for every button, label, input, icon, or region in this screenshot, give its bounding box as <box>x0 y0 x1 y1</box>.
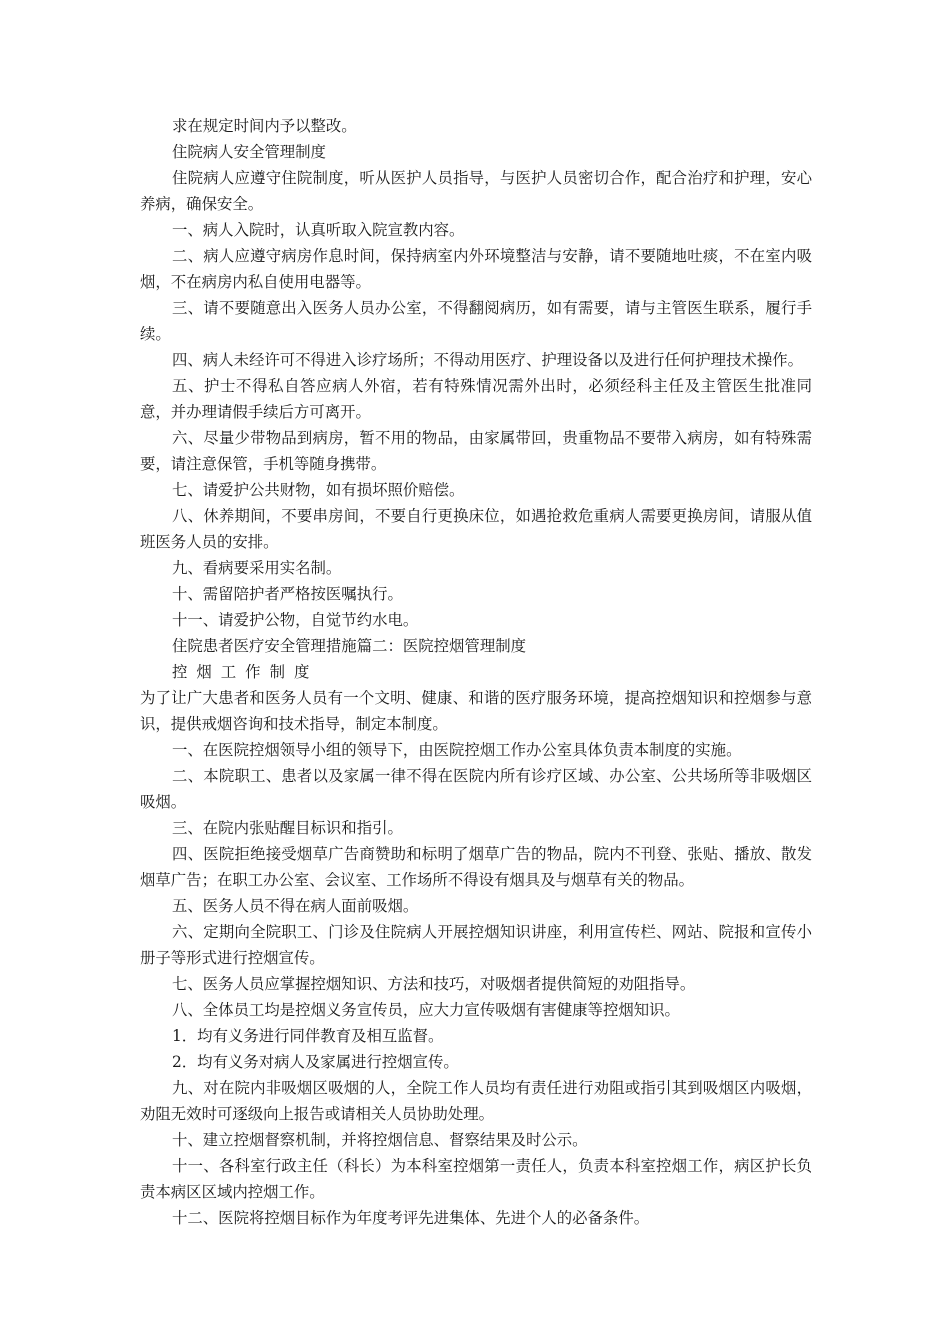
paragraph: 十一、各科室行政主任（科长）为本科室控烟第一责任人，负责本科室控烟工作，病区护长负责本病区区域内控烟工作。 <box>140 1157 812 1201</box>
paragraph: 十、需留陪护者严格按医嘱执行。 <box>172 585 403 603</box>
paragraph: 六、尽量少带物品到病房，暂不用的物品，由家属带回，贵重物品不要带入病房，如有特殊需要，请注意保管，手机等随身携带。 <box>140 429 812 473</box>
paragraph: 八、休养期间，不要串房间，不要自行更换床位，如遇抢救危重病人需要更换房间，请服从值班医务人员的安排。 <box>140 507 812 551</box>
paragraph: 九、对在院内非吸烟区吸烟的人，全院工作人员均有责任进行劝阻或指引其到吸烟区内吸烟，劝阻无效时可逐级向上报告或请相关人员协助处理。 <box>140 1079 812 1123</box>
paragraph: 二、病人应遵守病房作息时间，保持病室内外环境整洁与安静，请不要随地吐痰，不在室内吸烟，不在病房内私自使用电器等。 <box>140 247 812 291</box>
paragraph: 一、在医院控烟领导小组的领导下，由医院控烟工作办公室具体负责本制度的实施。 <box>172 741 742 759</box>
paragraph: 十一、请爱护公物，自觉节约水电。 <box>172 611 419 629</box>
paragraph: 二、本院职工、患者以及家属一律不得在医院内所有诊疗区域、办公室、公共场所等非吸烟区吸烟。 <box>140 767 812 811</box>
paragraph: 一、病人入院时，认真听取入院宣教内容。 <box>172 221 465 239</box>
paragraph: 四、医院拒绝接受烟草广告商赞助和标明了烟草广告的物品，院内不刊登、张贴、播放、散发烟草广告；在职工办公室、会议室、工作场所不得设有烟具及与烟草有关的物品。 <box>140 845 812 889</box>
paragraph: 七、医务人员应掌握控烟知识、方法和技巧，对吸烟者提供简短的劝阻指导。 <box>172 975 696 993</box>
paragraph: 七、请爱护公共财物，如有损坏照价赔偿。 <box>172 481 465 499</box>
paragraph: 五、护士不得私自答应病人外宿，若有特殊情况需外出时，必须经科主任及主管医生批准同意，并办理请假手续后方可离开。 <box>140 377 812 421</box>
paragraph: 住院病人应遵守住院制度，听从医护人员指导，与医护人员密切合作，配合治疗和护理，安心养病，确保安全。 <box>140 169 812 213</box>
section-heading: 住院患者医疗安全管理措施篇二：医院控烟管理制度 <box>172 637 526 655</box>
paragraph: 六、定期向全院职工、门诊及住院病人开展控烟知识讲座，利用宣传栏、网站、院报和宣传小册子等形式进行控烟宣传。 <box>140 923 812 967</box>
section-title: 控烟工作制度 <box>172 663 319 681</box>
list-item: 2．均有义务对病人及家属进行控烟宣传。 <box>172 1053 459 1071</box>
paragraph: 三、请不要随意出入医务人员办公室，不得翻阅病历，如有需要，请与主管医生联系，履行手续。 <box>140 299 812 343</box>
paragraph: 十、建立控烟督察机制，并将控烟信息、督察结果及时公示。 <box>172 1131 588 1149</box>
document-body <box>140 113 812 1231</box>
list-item: 1．均有义务进行同伴教育及相互监督。 <box>172 1027 444 1045</box>
paragraph: 四、病人未经许可不得进入诊疗场所；不得动用医疗、护理设备以及进行任何护理技术操作。 <box>172 351 804 369</box>
paragraph: 九、看病要采用实名制。 <box>172 559 342 577</box>
paragraph: 八、全体员工均是控烟义务宣传员，应大力宣传吸烟有害健康等控烟知识。 <box>172 1001 680 1019</box>
section-heading: 住院病人安全管理制度 <box>172 143 326 161</box>
paragraph: 十二、医院将控烟目标作为年度考评先进集体、先进个人的必备条件。 <box>172 1209 650 1227</box>
paragraph: 五、医务人员不得在病人面前吸烟。 <box>172 897 419 915</box>
paragraph: 三、在院内张贴醒目标识和指引。 <box>172 819 403 837</box>
paragraph: 为了让广大患者和医务人员有一个文明、健康、和谐的医疗服务环境，提高控烟知识和控烟参与意识，提供戒烟咨询和技术指导，制定本制度。 <box>140 689 812 733</box>
paragraph: 求在规定时间内予以整改。 <box>172 117 357 135</box>
